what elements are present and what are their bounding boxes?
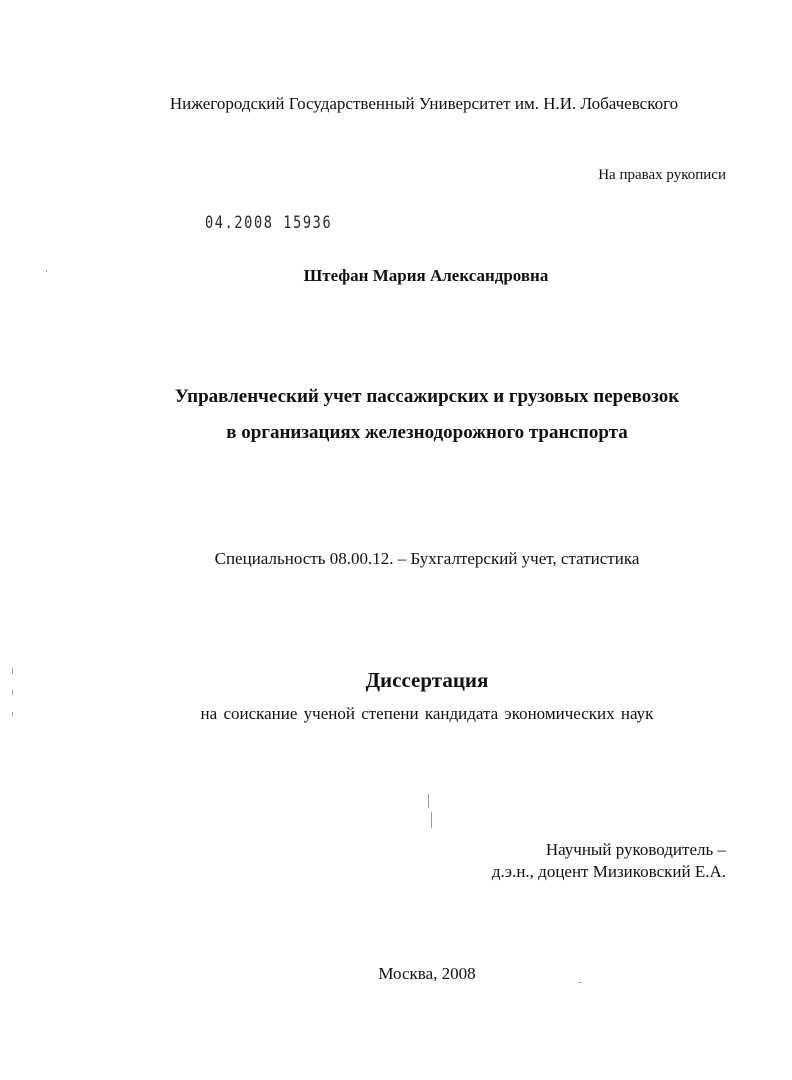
scan-speck (578, 982, 581, 983)
scan-speck (12, 712, 13, 716)
scan-speck (46, 270, 47, 272)
thesis-title-line-2: в организациях железнодорожного транспорта (226, 422, 628, 443)
scan-speck (431, 812, 432, 828)
specialty-line: Специальность 08.00.12. – Бухгалтерский учет, статистика (214, 549, 640, 568)
scan-speck (12, 668, 13, 674)
registration-stamp: 04.2008 15936 (205, 213, 333, 233)
supervisor-role: Научный руководитель – (545, 840, 726, 859)
author-name: Штефан Мария Александровна (303, 266, 549, 285)
manuscript-note: На правах рукописи (598, 167, 726, 183)
supervisor-name: д.э.н., доцент Мизиковский Е.А. (491, 862, 726, 881)
degree-line: на соискание ученой степени кандидата экономических наук (200, 704, 654, 723)
city-year: Москва, 2008 (378, 964, 476, 983)
university-name: Нижегородский Государственный Университет им. Н.И. Лобачевского (169, 94, 679, 113)
scan-speck (12, 690, 13, 695)
thesis-title-line-1: Управленческий учет пассажирских и грузовых перевозок (174, 386, 680, 407)
scan-speck (428, 794, 429, 808)
document-type: Диссертация (365, 668, 489, 692)
